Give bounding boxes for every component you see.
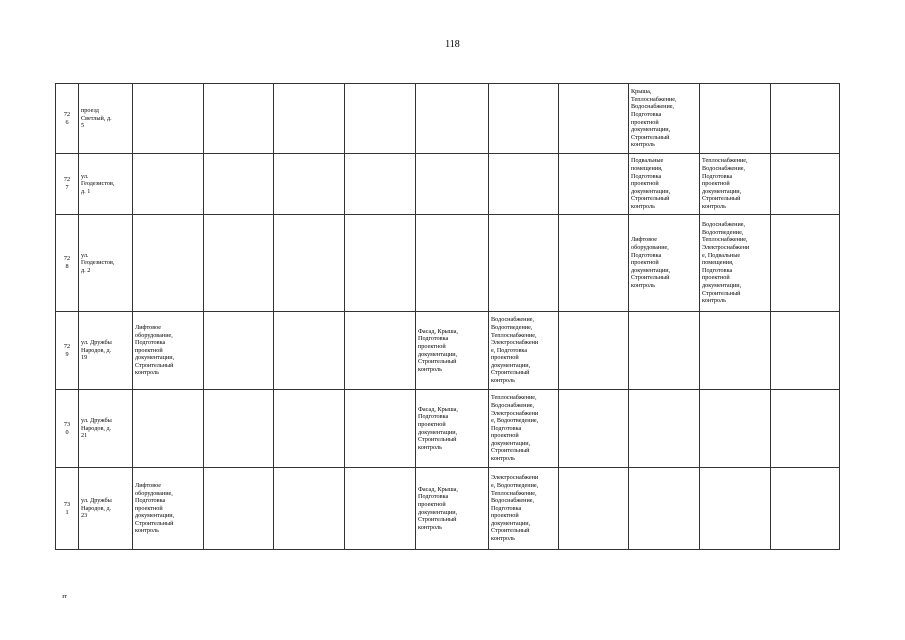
utilities-cell — [489, 312, 559, 390]
empty-cell — [559, 215, 629, 312]
works-cell-a-text: Подвальные помещения, Подготовка проектной документации, Строительный контроль — [631, 157, 671, 210]
elevator-work-cell — [133, 84, 204, 154]
empty-cell — [771, 154, 840, 215]
works-cell-a-text: Крыша, Теплоснабжение, Водоснабжение, Подготовка проектной документации, Строительный контроль — [631, 88, 677, 149]
utilities-cell-text: Электроснабжени e, Водоотведение, Теплоснабжение, Водоснабжение, Подготовка проектной документации, Строительный контроль — [491, 474, 539, 543]
table-row — [56, 390, 840, 468]
utilities-cell — [489, 215, 559, 312]
row-number-text: 73 0 — [63, 420, 71, 436]
works-cell-b — [700, 154, 771, 215]
row-number-text: 72 8 — [63, 255, 71, 270]
row-number — [56, 215, 79, 312]
table-row — [56, 468, 840, 550]
empty-cell — [559, 154, 629, 215]
works-cell-a — [629, 84, 700, 154]
row-number-text: 73 1 — [63, 500, 71, 516]
address-cell-text: ул. Дружбы Народов, д. 19 — [81, 339, 112, 362]
footer-mark: зт — [62, 594, 67, 600]
facade-roof-cell — [416, 215, 489, 312]
empty-cell — [274, 154, 345, 215]
works-cell-b-text: Водоснабжение, Водоотведение, Теплоснабжение, Электроснабжени e, Подвальные помещения, Подготовка проектной документации, Строительный контроль — [702, 221, 750, 305]
facade-roof-cell — [416, 390, 489, 468]
works-cell-b — [700, 390, 771, 468]
empty-cell — [559, 468, 629, 550]
utilities-cell — [489, 84, 559, 154]
empty-cell — [204, 390, 274, 468]
facade-roof-cell — [416, 154, 489, 215]
utilities-cell-text: Теплоснабжение, Водоснабжение, Электроснабжени e, Водоотведение, Подготовка проектной документации, Строительный контроль — [491, 394, 539, 463]
empty-cell — [559, 84, 629, 154]
address-cell — [79, 154, 133, 215]
elevator-work-cell-text: Лифтовое оборудование, Подготовка проектной документации, Строительный контроль — [135, 481, 175, 535]
works-cell-a — [629, 468, 700, 550]
empty-cell — [274, 312, 345, 390]
facade-roof-cell — [416, 84, 489, 154]
address-cell — [79, 390, 133, 468]
table-row — [56, 154, 840, 215]
elevator-work-cell — [133, 390, 204, 468]
row-number-text: 72 6 — [63, 110, 71, 126]
empty-cell — [204, 312, 274, 390]
works-cell-a — [629, 312, 700, 390]
works-table — [55, 83, 840, 550]
empty-cell — [274, 390, 345, 468]
utilities-cell — [489, 468, 559, 550]
empty-cell — [204, 154, 274, 215]
facade-roof-cell-text: Фасад, Крыша, Подготовка проектной документации, Строительный контроль — [418, 327, 458, 373]
empty-cell — [345, 84, 416, 154]
empty-cell — [771, 312, 840, 390]
address-cell — [79, 215, 133, 312]
address-cell-text: ул. Геодезистов, д. 2 — [81, 251, 115, 274]
empty-cell — [204, 84, 274, 154]
address-cell-text: ул. Геодезистов, д. 1 — [81, 172, 115, 195]
row-number — [56, 390, 79, 468]
facade-roof-cell — [416, 468, 489, 550]
works-cell-b — [700, 215, 771, 312]
utilities-cell — [489, 390, 559, 468]
works-cell-b — [700, 312, 771, 390]
page-number: 118 — [445, 39, 460, 50]
table-row — [56, 215, 840, 312]
empty-cell — [204, 468, 274, 550]
utilities-cell-text: Водоснабжение, Водоотведение, Теплоснабжение, Электроснабжени e, Подготовка проектной документации, Строительный контроль — [491, 316, 539, 385]
empty-cell — [274, 215, 345, 312]
works-cell-b — [700, 84, 771, 154]
empty-cell — [771, 215, 840, 312]
empty-cell — [771, 84, 840, 154]
address-cell — [79, 312, 133, 390]
facade-roof-cell-text: Фасад, Крыша, Подготовка проектной документации, Строительный контроль — [418, 405, 458, 451]
empty-cell — [345, 390, 416, 468]
empty-cell — [274, 84, 345, 154]
row-number — [56, 84, 79, 154]
row-number-text: 72 7 — [63, 176, 71, 191]
works-cell-a-text: Лифтовое оборудование, Подготовка проектной документации, Строительный контроль — [631, 236, 671, 289]
row-number — [56, 154, 79, 215]
works-cell-b-text: Теплоснабжение, Водоснабжение, Подготовка проектной документации, Строительный контроль — [702, 157, 748, 210]
elevator-work-cell — [133, 468, 204, 550]
utilities-cell — [489, 154, 559, 215]
empty-cell — [204, 215, 274, 312]
works-cell-b — [700, 468, 771, 550]
address-cell — [79, 84, 133, 154]
empty-cell — [771, 468, 840, 550]
address-cell-text: ул. Дружбы Народов, д. 23 — [81, 497, 112, 520]
row-number-text: 72 9 — [63, 342, 71, 358]
address-cell — [79, 468, 133, 550]
empty-cell — [559, 312, 629, 390]
works-cell-a — [629, 390, 700, 468]
empty-cell — [559, 390, 629, 468]
row-number — [56, 468, 79, 550]
empty-cell — [345, 312, 416, 390]
empty-cell — [274, 468, 345, 550]
empty-cell — [345, 215, 416, 312]
elevator-work-cell-text: Лифтовое оборудование, Подготовка проектной документации, Строительный контроль — [135, 323, 175, 377]
address-cell-text: ул. Дружбы Народов, д. 21 — [81, 417, 112, 440]
empty-cell — [345, 468, 416, 550]
elevator-work-cell — [133, 154, 204, 215]
address-cell-text: проезд Светлый, д. 5 — [81, 107, 112, 130]
works-cell-a — [629, 154, 700, 215]
works-cell-a — [629, 215, 700, 312]
facade-roof-cell — [416, 312, 489, 390]
empty-cell — [771, 390, 840, 468]
empty-cell — [345, 154, 416, 215]
elevator-work-cell — [133, 312, 204, 390]
facade-roof-cell-text: Фасад, Крыша, Подготовка проектной документации, Строительный контроль — [418, 485, 458, 531]
table-row — [56, 84, 840, 154]
elevator-work-cell — [133, 215, 204, 312]
row-number — [56, 312, 79, 390]
table-row — [56, 312, 840, 390]
